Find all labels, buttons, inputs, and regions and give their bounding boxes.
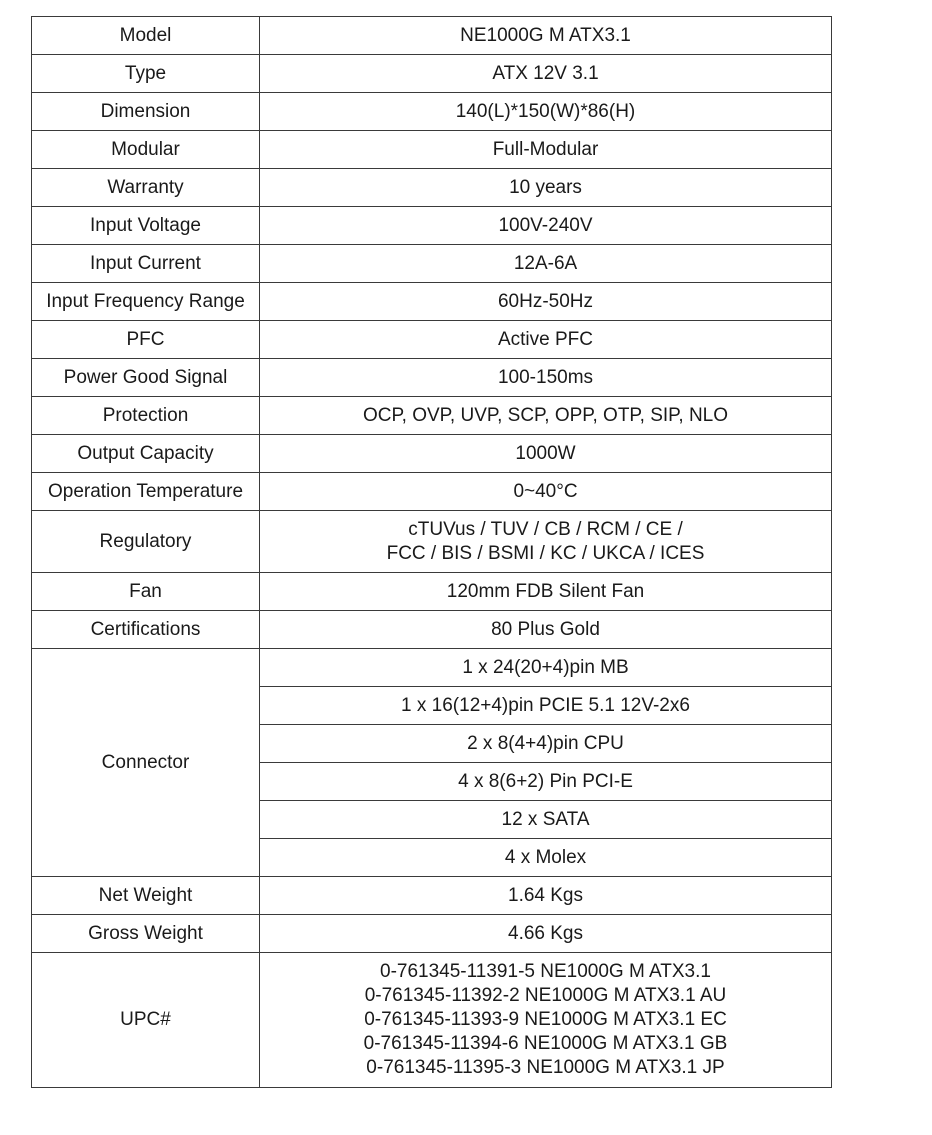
- spec-table: [31, 16, 832, 1088]
- spec-value: ATX 12V 3.1: [260, 55, 832, 93]
- spec-label: Protection: [32, 397, 260, 435]
- spec-value: 0~40°C: [260, 473, 832, 511]
- spec-label: UPC#: [32, 953, 260, 1088]
- spec-value: 1000W: [260, 435, 832, 473]
- spec-value: Active PFC: [260, 321, 832, 359]
- spec-value: 4.66 Kgs: [260, 915, 832, 953]
- table-row-regulatory: [32, 511, 832, 573]
- upc-line: 0-761345-11394-6 NE1000G M ATX3.1 GB: [363, 1033, 728, 1054]
- table-row: [32, 435, 832, 473]
- spec-value: 100-150ms: [260, 359, 832, 397]
- spec-label: Net Weight: [32, 877, 260, 915]
- spec-label: Output Capacity: [32, 435, 260, 473]
- spec-value: 100V-240V: [260, 207, 832, 245]
- spec-value: 1.64 Kgs: [260, 877, 832, 915]
- connector-item: 4 x Molex: [260, 839, 832, 877]
- connector-item: 1 x 16(12+4)pin PCIE 5.1 12V-2x6: [260, 687, 832, 725]
- table-row: [32, 915, 832, 953]
- upc-value: [260, 953, 832, 1088]
- table-row: [32, 473, 832, 511]
- spec-label: Warranty: [32, 169, 260, 207]
- table-row: [32, 55, 832, 93]
- table-row-connector: [32, 649, 832, 687]
- table-row: [32, 397, 832, 435]
- table-row: [32, 131, 832, 169]
- regulatory-line: cTUVus / TUV / CB / RCM / CE /: [408, 518, 683, 540]
- spec-label: Input Frequency Range: [32, 283, 260, 321]
- spec-label: Input Current: [32, 245, 260, 283]
- regulatory-line: FCC / BIS / BSMI / KC / UKCA / ICES: [386, 542, 705, 564]
- spec-label: Gross Weight: [32, 915, 260, 953]
- upc-line: 0-761345-11392-2 NE1000G M ATX3.1 AU: [364, 985, 727, 1006]
- connector-item: 2 x 8(4+4)pin CPU: [260, 725, 832, 763]
- table-row: [32, 17, 832, 55]
- upc-line: 0-761345-11393-9 NE1000G M ATX3.1 EC: [364, 1009, 727, 1030]
- spec-label: Type: [32, 55, 260, 93]
- table-row: [32, 321, 832, 359]
- spec-label: Input Voltage: [32, 207, 260, 245]
- spec-label: Fan: [32, 573, 260, 611]
- table-row: [32, 245, 832, 283]
- spec-value: 60Hz-50Hz: [260, 283, 832, 321]
- table-row: [32, 359, 832, 397]
- upc-line: 0-761345-11391-5 NE1000G M ATX3.1: [380, 961, 711, 982]
- spec-label: Connector: [32, 649, 260, 877]
- spec-label: Operation Temperature: [32, 473, 260, 511]
- spec-label: Certifications: [32, 611, 260, 649]
- table-row: [32, 169, 832, 207]
- table-row: [32, 877, 832, 915]
- table-row: [32, 283, 832, 321]
- spec-label: Regulatory: [32, 511, 260, 573]
- spec-label: Dimension: [32, 93, 260, 131]
- spec-value: 12A-6A: [260, 245, 832, 283]
- spec-value: 80 Plus Gold: [260, 611, 832, 649]
- spec-label: Modular: [32, 131, 260, 169]
- spec-label: Model: [32, 17, 260, 55]
- spec-value: 120mm FDB Silent Fan: [260, 573, 832, 611]
- spec-value: 10 years: [260, 169, 832, 207]
- table-row: [32, 93, 832, 131]
- upc-line: 0-761345-11395-3 NE1000G M ATX3.1 JP: [366, 1057, 725, 1078]
- spec-value: Full-Modular: [260, 131, 832, 169]
- table-row: [32, 611, 832, 649]
- connector-item: 12 x SATA: [260, 801, 832, 839]
- table-row: [32, 573, 832, 611]
- connector-item: 1 x 24(20+4)pin MB: [260, 649, 832, 687]
- table-row-upc: [32, 953, 832, 1088]
- spec-label: PFC: [32, 321, 260, 359]
- regulatory-value: [260, 511, 832, 573]
- connector-item: 4 x 8(6+2) Pin PCI-E: [260, 763, 832, 801]
- spec-value: NE1000G M ATX3.1: [260, 17, 832, 55]
- table-row: [32, 207, 832, 245]
- spec-value: 140(L)*150(W)*86(H): [260, 93, 832, 131]
- spec-value: OCP, OVP, UVP, SCP, OPP, OTP, SIP, NLO: [260, 397, 832, 435]
- spec-label: Power Good Signal: [32, 359, 260, 397]
